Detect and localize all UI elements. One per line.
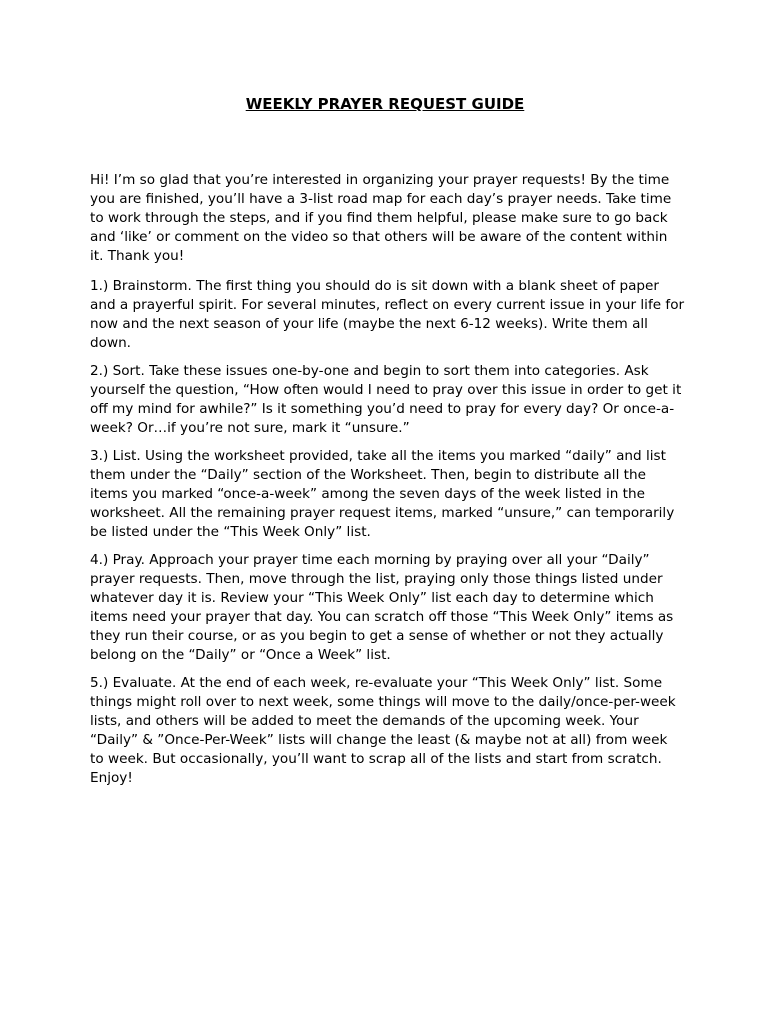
- document-body: [90, 171, 685, 797]
- document-title: WEEKLY PRAYER REQUEST GUIDE: [245, 95, 525, 113]
- step-sort: 2.) Sort. Take these issues one-by-one and begin to sort them into categories. Ask yourself the question, “How often would I need to pray over this issue in order to get it off my mind for awhile?” Is it something you’d need to pray for every day? Or once-a-week? Or…if you’re not sure, mark it “unsure.”: [90, 363, 682, 436]
- intro-paragraph: Hi! I’m so glad that you’re interested in organizing your prayer requests! By the time you are finished, you’ll have a 3-list road map for each day’s prayer needs. Take time to work through the steps, and if you find them helpful, please make sure to go back and ‘like’ or comment on the video so that others will be aware of the content within it. Thank you!: [90, 172, 672, 264]
- step-brainstorm: 1.) Brainstorm. The first thing you should do is sit down with a blank sheet of paper and a prayerful spirit. For several minutes, reflect on every current issue in your life for now and the next season of your life (maybe the next 6-12 weeks). Write them all down.: [90, 278, 685, 351]
- step-pray: 4.) Pray. Approach your prayer time each morning by praying over all your “Daily” prayer requests. Then, move through the list, praying only those things listed under whatever day it is. Review your “This Week Only” list each day to determine which items need your prayer that day. You can scratch off those “This Week Only” items as they run their course, or as you begin to get a sense of whether or not they actually belong on the “Daily” or “Once a Week” list.: [90, 552, 674, 663]
- step-evaluate: 5.) Evaluate. At the end of each week, re-evaluate your “This Week Only” list. Some things might roll over to next week, some things will move to the daily/once-per-week lists, and others will be added to meet the demands of the upcoming week. Your “Daily” & ”Once-Per-Week” lists will change the least (& maybe not at all) from week to week. But occasionally, you’ll want to scrap all of the lists and start from scratch. Enjoy!: [90, 675, 676, 786]
- step-list: 3.) List. Using the worksheet provided, take all the items you marked “daily” and list them under the “Daily” section of the Worksheet. Then, begin to distribute all the items you marked “once-a-week” among the seven days of the week listed in the worksheet. All the remaining prayer request items, marked “unsure,” can temporarily be listed under the “This Week Only” list.: [90, 448, 675, 540]
